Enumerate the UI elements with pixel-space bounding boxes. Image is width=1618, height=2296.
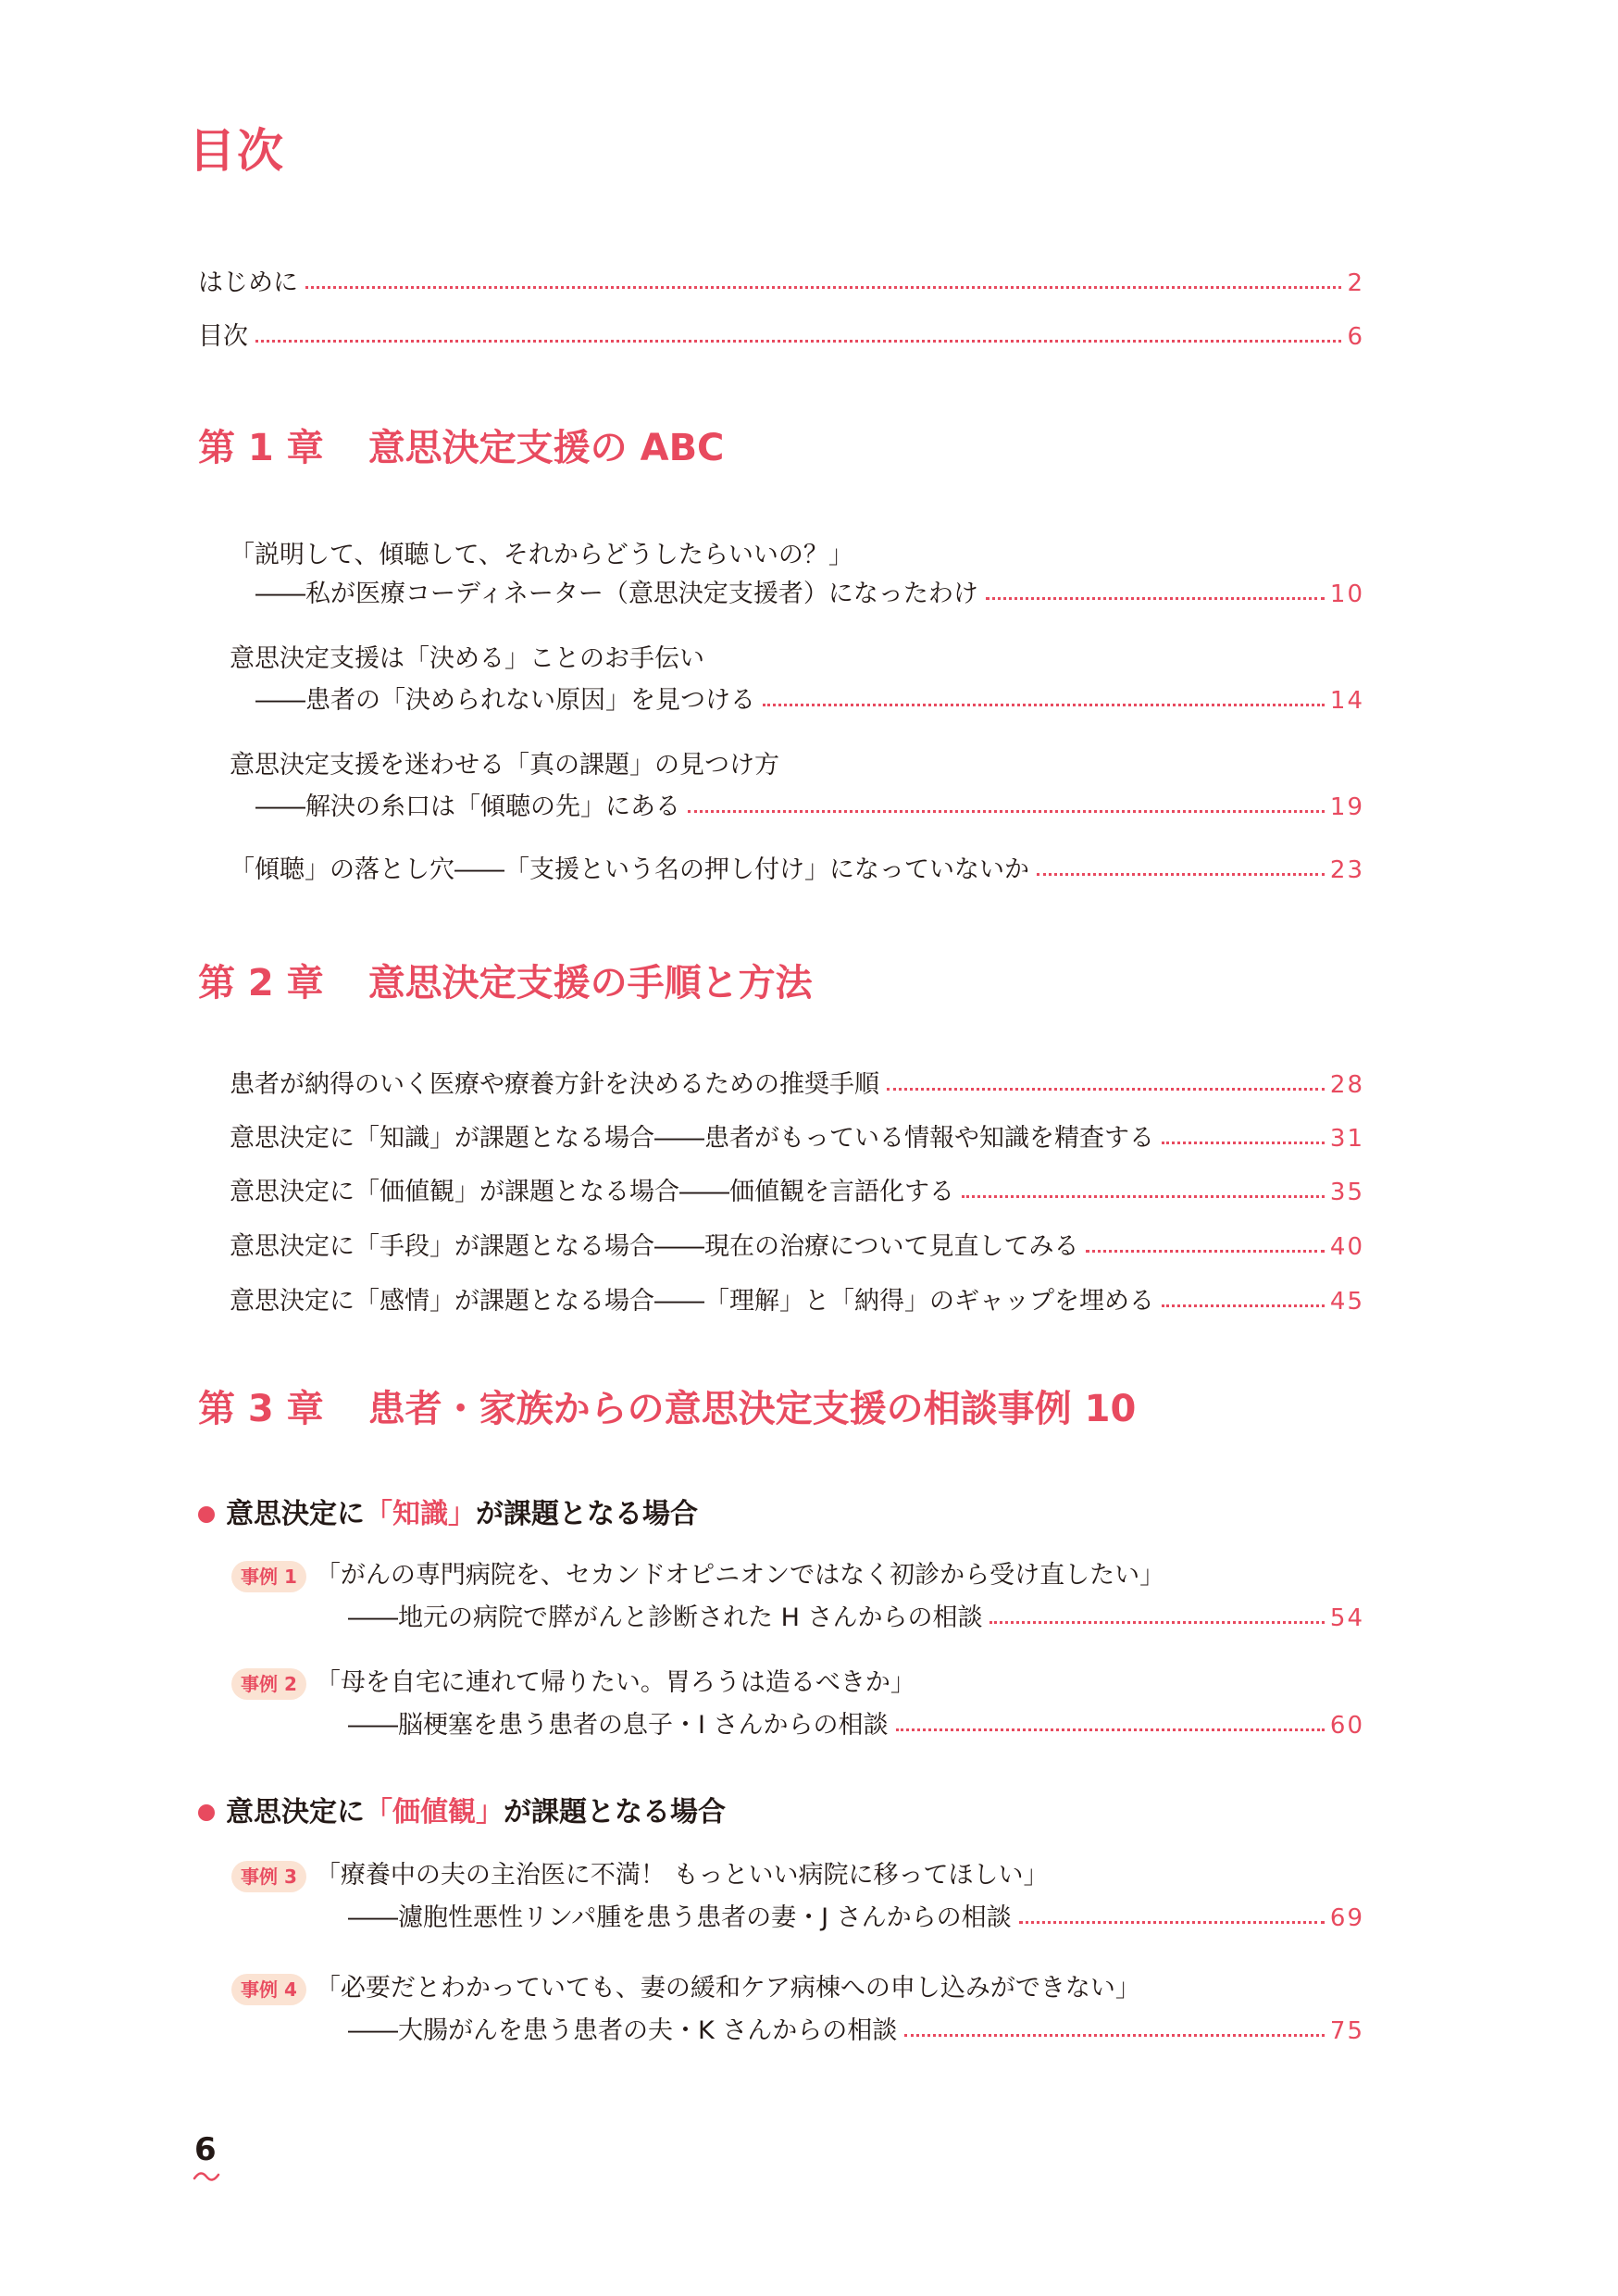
dot-leader xyxy=(986,597,1325,600)
case-badge: 事例 1 xyxy=(231,1561,306,1592)
toc-entry-label: 意思決定に「知識」が課題となる場合――患者がもっている情報や知識を精査する xyxy=(230,1124,1154,1153)
toc-entry-subtitle: ――大腸がんを患う患者の夫・K さんからの相談 xyxy=(348,2016,898,2045)
toc-entry-label: 「傾聴」の落とし穴――「支援という名の押し付け」になっていないか xyxy=(230,855,1029,884)
toc-page-number: 28 xyxy=(1329,1071,1364,1099)
chapter-number: 第 3 章 xyxy=(198,1388,324,1430)
dot-leader xyxy=(255,340,1341,343)
chapter-title: 意思決定支援の手順と方法 xyxy=(367,962,813,1004)
toc-entry-subtitle: ――濾胞性悪性リンパ腫を患う患者の妻・J さんからの相談 xyxy=(348,1903,1012,1932)
chapter-3-heading xyxy=(198,1383,1136,1435)
toc-entry-1-4[interactable] xyxy=(230,850,1364,891)
case-title: 「療養中の夫の主治医に不満！ もっといい病院に移ってほしい」 xyxy=(315,1861,1049,1890)
dot-leader xyxy=(305,286,1341,289)
section-heading-values xyxy=(198,1792,726,1833)
toc-page-number: 35 xyxy=(1329,1179,1364,1206)
section-prefix: 意思決定に xyxy=(226,1796,365,1828)
toc-entry-case-1[interactable] xyxy=(348,1598,1364,1639)
dot-leader xyxy=(962,1195,1325,1198)
toc-entry-subtitle: ――地元の病院で膵がんと診断された H さんからの相談 xyxy=(348,1603,983,1632)
toc-entry-subtitle: ――脳梗塞を患う患者の息子・I さんからの相談 xyxy=(348,1711,889,1740)
toc-entry-title: 「説明して、傾聴して、それからどうしたらいいの？」 xyxy=(230,541,853,569)
dot-leader xyxy=(896,1728,1325,1731)
dot-leader xyxy=(1037,873,1325,876)
toc-entry-label: 意思決定に「価値観」が課題となる場合――価値観を言語化する xyxy=(230,1178,954,1206)
toc-entry-label: 意思決定に「感情」が課題となる場合――「理解」と「納得」のギャップを埋める xyxy=(230,1287,1154,1316)
chapter-number: 第 2 章 xyxy=(198,962,324,1004)
toc-entry-subtitle: ――私が医療コーディネーター（意思決定支援者）になったわけ xyxy=(255,580,978,608)
toc-page-number: 31 xyxy=(1329,1125,1364,1153)
toc-page-number: 6 xyxy=(1347,323,1364,351)
dot-leader xyxy=(1162,1142,1325,1144)
dot-leader xyxy=(989,1621,1324,1624)
toc-entry-2-3[interactable] xyxy=(230,1172,1364,1213)
toc-page-number: 23 xyxy=(1329,856,1364,884)
toc-entry-2-5[interactable] xyxy=(230,1281,1364,1322)
case-title: 「母を自宅に連れて帰りたい。胃ろうは造るべきか」 xyxy=(315,1668,915,1697)
dot-leader xyxy=(1162,1304,1325,1307)
case-badge: 事例 2 xyxy=(231,1668,306,1700)
chapter-title: 意思決定支援の ABC xyxy=(367,427,725,469)
toc-page-number: 14 xyxy=(1329,687,1364,715)
toc-page-number: 75 xyxy=(1329,2017,1364,2045)
toc-entry-label: はじめに xyxy=(198,268,298,297)
dot-leader xyxy=(763,704,1325,706)
section-highlight: 「知識」 xyxy=(365,1498,476,1530)
toc-page-number: 19 xyxy=(1329,793,1364,821)
page-number: 6 xyxy=(194,2131,217,2168)
case-title-row xyxy=(231,1855,1048,1896)
case-title: 「必要だとわかっていても、妻の緩和ケア病棟への申し込みができない」 xyxy=(315,1974,1140,2003)
toc-page-number: 40 xyxy=(1329,1233,1364,1261)
toc-page-number: 2 xyxy=(1347,269,1364,297)
toc-entry-subtitle: ――患者の「決められない原因」を見つける xyxy=(255,686,755,715)
toc-entry-label: 目次 xyxy=(198,322,248,351)
chapter-1-heading xyxy=(198,422,724,474)
toc-entry-title: 意思決定支援は「決める」ことのお手伝い xyxy=(230,644,704,673)
toc-page-number: 45 xyxy=(1329,1288,1364,1316)
page-title: 目次 xyxy=(189,124,285,178)
toc-entry-front-2[interactable] xyxy=(198,317,1364,357)
dot-leader xyxy=(887,1088,1325,1091)
chapter-title: 患者・家族からの意思決定支援の相談事例 10 xyxy=(367,1388,1137,1430)
case-badge: 事例 3 xyxy=(231,1861,306,1892)
dot-leader xyxy=(688,810,1325,813)
toc-entry-label: 患者が納得のいく医療や療養方針を決めるための推奨手順 xyxy=(230,1070,879,1099)
section-heading-knowledge xyxy=(198,1494,698,1535)
case-badge: 事例 4 xyxy=(231,1974,306,2005)
toc-page-number: 69 xyxy=(1329,1904,1364,1932)
chapter-2-heading xyxy=(198,957,813,1009)
toc-entry-case-3[interactable] xyxy=(348,1898,1364,1939)
toc-page-number: 60 xyxy=(1329,1712,1364,1740)
toc-page-number: 10 xyxy=(1329,580,1364,608)
case-title-row xyxy=(231,1555,1164,1596)
section-prefix: 意思決定に xyxy=(226,1498,365,1530)
toc-entry-1-2[interactable] xyxy=(255,680,1364,721)
section-suffix: が課題となる場合 xyxy=(504,1796,726,1828)
case-title-row xyxy=(231,1663,915,1703)
toc-entry-2-4[interactable] xyxy=(230,1227,1364,1267)
toc-entry-subtitle: ――解決の糸口は「傾聴の先」にある xyxy=(255,792,680,821)
toc-entry-1-3[interactable] xyxy=(255,787,1364,828)
section-highlight: 「価値観」 xyxy=(365,1796,504,1828)
toc-entry-title: 意思決定支援を迷わせる「真の課題」の見つけ方 xyxy=(230,751,779,780)
dot-leader xyxy=(904,2034,1325,2037)
toc-entry-case-2[interactable] xyxy=(348,1705,1364,1746)
toc-entry-label: 意思決定に「手段」が課題となる場合――現在の治療について見直してみる xyxy=(230,1232,1079,1261)
toc-entry-2-2[interactable] xyxy=(230,1118,1364,1159)
wave-ornament-icon xyxy=(193,2170,220,2183)
toc-page-number: 54 xyxy=(1329,1604,1364,1632)
section-suffix: が課題となる場合 xyxy=(476,1498,698,1530)
case-title: 「がんの専門病院を、セカンドオピニオンではなく初診から受け直したい」 xyxy=(315,1561,1165,1590)
chapter-number: 第 1 章 xyxy=(198,427,324,469)
toc-entry-1-1[interactable] xyxy=(255,574,1364,615)
case-title-row xyxy=(231,1968,1140,2009)
toc-entry-2-1[interactable] xyxy=(230,1065,1364,1105)
toc-entry-case-4[interactable] xyxy=(348,2011,1364,2052)
dot-leader xyxy=(1086,1250,1324,1253)
toc-entry-front-1[interactable] xyxy=(198,263,1364,304)
dot-leader xyxy=(1019,1921,1325,1924)
bullet-dot-icon xyxy=(198,1804,215,1821)
bullet-dot-icon xyxy=(198,1506,215,1523)
